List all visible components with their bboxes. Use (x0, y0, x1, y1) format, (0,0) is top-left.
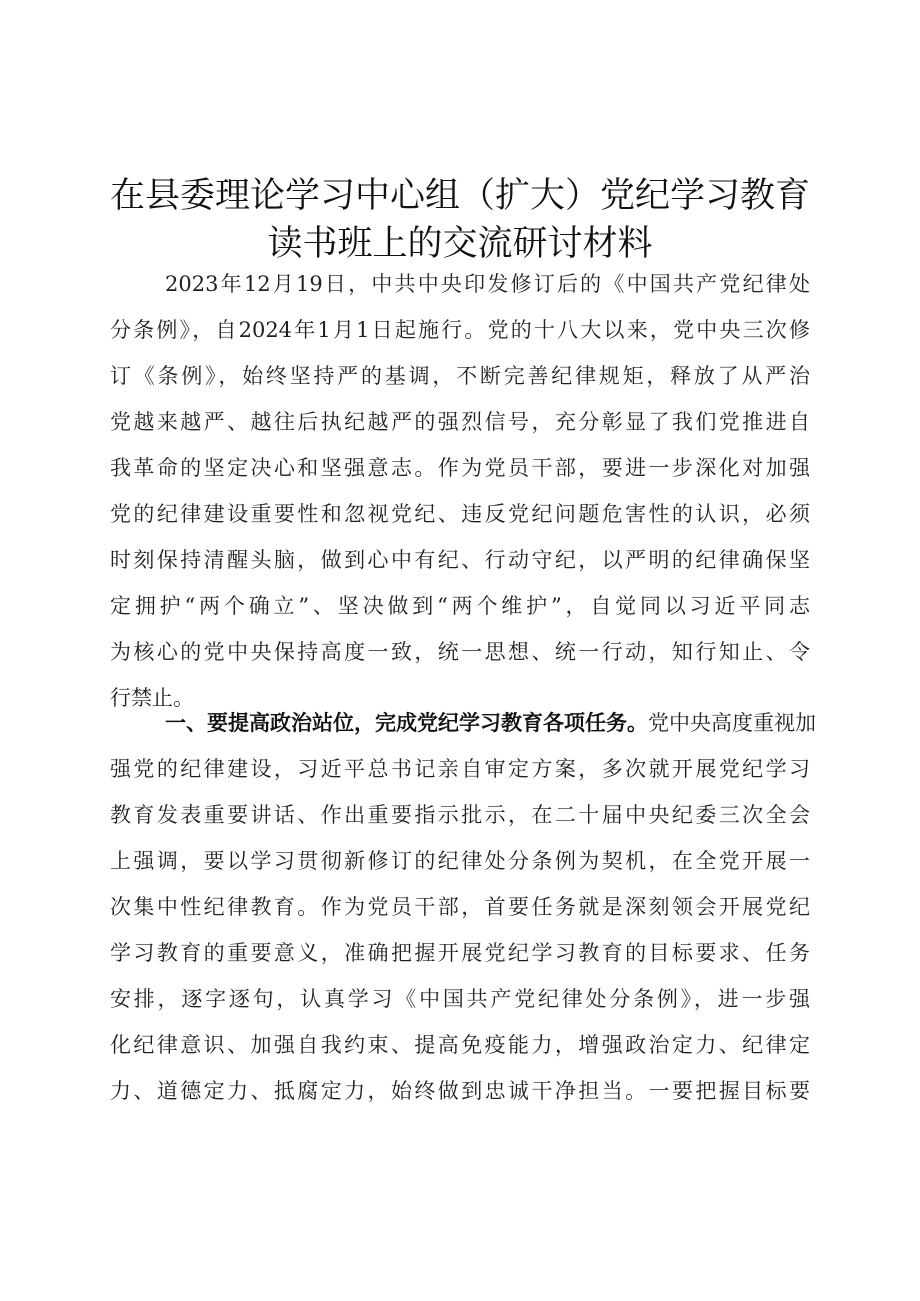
paragraph-1-line: 订《条例》，始终坚持严的基调，不断完善纪律规矩，释放了从严治 (110, 364, 810, 388)
section-1-heading: 一、要提高政治站位，完成党纪学习教育各项任务。 (165, 711, 648, 735)
paragraph-2-line: 学习教育的重要意义，准确把握开展党纪学习教育的目标要求、任务 (110, 941, 810, 965)
paragraph-1-line: 时刻保持清醒头脑，做到心中有纪、行动守纪，以严明的纪律确保坚 (110, 548, 810, 572)
paragraph-2-line: 力、道德定力、抵腐定力，始终做到忠诚干净担当。一要把握目标要 (110, 1079, 810, 1103)
paragraph-1-line: 党的纪律建设重要性和忽视党纪、违反党纪问题危害性的认识，必须 (110, 502, 810, 526)
paragraph-2-line: 化纪律意识、加强自我约束、提高免疫能力，增强政治定力、纪律定 (110, 1033, 810, 1057)
paragraph-1-line: 我革命的坚定决心和坚强意志。作为党员干部，要进一步深化对加强 (110, 456, 810, 480)
paragraph-2-line: 次集中性纪律教育。作为党员干部，首要任务就是深刻领会开展党纪 (110, 895, 810, 919)
paragraph-1-line: 2023年12月19日，中共中央印发修订后的《中国共产党纪律处 (165, 272, 810, 296)
paragraph-1-line: 定拥护“两个确立”、坚决做到“两个维护”，自觉同以习近平同志 (110, 594, 810, 618)
paragraph-2-line: 上强调，要以学习贯彻新修订的纪律处分条例为契机，在全党开展一 (110, 849, 810, 873)
paragraph-2-line: 教育发表重要讲话、作出重要指示批示，在二十届中央纪委三次全会 (110, 803, 810, 827)
section-1-first-line (165, 700, 816, 746)
paragraph-1-line: 党越来越严、越往后执纪越严的强烈信号，充分彰显了我们党推进自 (110, 410, 810, 434)
paragraph-2-line: 安排，逐字逐句，认真学习《中国共产党纪律处分条例》，进一步强 (110, 987, 810, 1011)
section-1-first-line-text: 党中央高度重视加 (648, 711, 816, 735)
document-title-line-1: 在县委理论学习中心组（扩大）党纪学习教育 (110, 176, 811, 216)
paragraph-1-line: 行禁止。 (110, 686, 194, 710)
document-title-line-2: 读书班上的交流研讨材料 (267, 224, 653, 264)
paragraph-1-line: 为核心的党中央保持高度一致，统一思想、统一行动，知行知止、令 (110, 640, 810, 664)
paragraph-1-line: 分条例》，自2024年1月1日起施行。党的十八大以来，党中央三次修 (110, 318, 810, 342)
paragraph-2-line: 强党的纪律建设，习近平总书记亲自审定方案，多次就开展党纪学习 (110, 757, 810, 781)
